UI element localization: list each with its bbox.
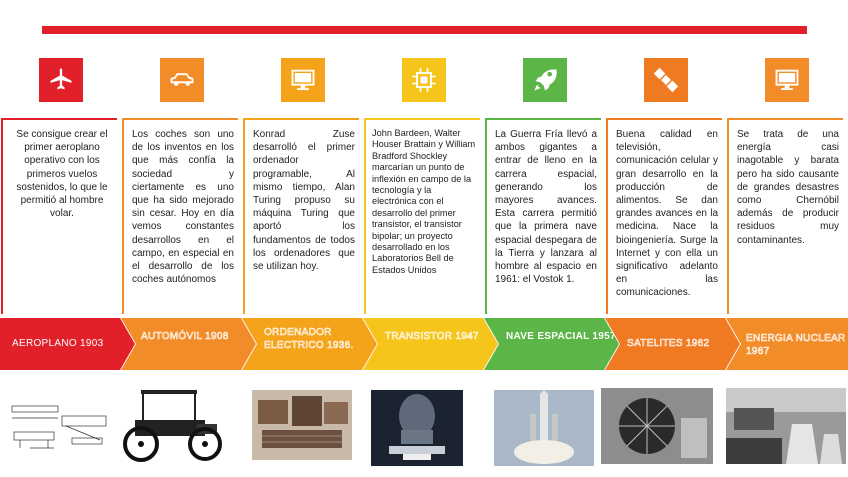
- milestone-nave-espacial: [484, 0, 616, 477]
- airplane-icon: [39, 58, 83, 102]
- description-box: [122, 118, 238, 314]
- description-text: Konrad Zuse desarrolló el primer ordenador programable, Al mismo tiempo, Alan Turing propuso su máquina Turing que aportó los fundamentos de todos los ordenadores que se utilizan hoy.: [253, 129, 355, 273]
- milestone-satelites: [605, 0, 726, 477]
- nuclear-plant-image: [726, 388, 846, 464]
- timeline-arrow: [726, 318, 848, 370]
- first-transistor-image: [371, 390, 463, 466]
- timeline-arrow: [121, 318, 256, 370]
- computer-icon: [765, 58, 809, 102]
- milestone-energia-nuclear: [726, 0, 847, 477]
- milestone-label: AUTOMÓVIL 1908: [141, 331, 229, 342]
- aeroplano-diagram-image: [10, 388, 110, 462]
- car-icon: [160, 58, 204, 102]
- timeline-arrow: [242, 318, 377, 370]
- computer-icon: [281, 58, 325, 102]
- milestone-transistor: [363, 0, 484, 477]
- description-box: [243, 118, 359, 314]
- description-box: [727, 118, 843, 314]
- early-computer-image: [252, 390, 352, 460]
- description-text: Los coches son uno de los inventos en los que más confía la sociedad y ciertamente es uno que ha sido mejorado sin cesar. Hoy en día vemos constantes desarrollos en el campo, en especial en el desarrollo de los coches autónomos: [132, 129, 234, 286]
- description-text: Se trata de una energía casi inagotable y barata pero ha sido causante de grandes desastres como Chernóbil además de producir residuos muy contaminantes.: [737, 129, 839, 246]
- milestone-label: AEROPLANO 1903: [12, 338, 104, 349]
- milestone-label: SATELITES 1962: [627, 338, 710, 349]
- description-text: Se consigue crear el primer aeroplano operativo con los primeros vuelos sostenidos, lo que le permitió al hombre volar.: [16, 129, 108, 220]
- ford-model-t-image: [111, 380, 231, 464]
- description-box: [485, 118, 601, 314]
- description-box: [364, 118, 480, 314]
- milestone-label: NAVE ESPACIAL 1957: [506, 331, 616, 342]
- timeline-arrow: [0, 318, 135, 370]
- chip-icon: [402, 58, 446, 102]
- milestone-label: ORDENADOR ELECTRICO 1936.: [264, 327, 354, 351]
- description-box: [606, 118, 722, 314]
- milestone-ordenador: [242, 0, 363, 477]
- milestone-label: ENERGIA NUCLEAR 1967: [746, 333, 846, 357]
- timeline-arrow: [484, 318, 619, 370]
- milestone-automovil: [121, 0, 242, 477]
- timeline-arrow: [605, 318, 740, 370]
- description-box: [1, 118, 117, 314]
- rocket-launch-image: [494, 390, 594, 466]
- description-text: La Guerra Fría llevó a ambos gigantes a entrar de lleno en la carrera espacial, generando los mayores avances. Esta carrera permitió que la primera nave espacial despegara de la Tierra y lanzara al hombre al espacio en 1961: el Vostok 1.: [495, 129, 597, 286]
- satellite-icon: [644, 58, 688, 102]
- description-text: John Bardeen, Walter Houser Brattain y William Bradford Shockley marcarían un punto de inflexión en campo de la tecnología y la electrónica con el desarrollo del primer transistor, el transistor bipolar; un proyecto desarrollado en los Laboratorios Bell de Estados Unidos: [372, 128, 476, 275]
- milestone-aeroplano: [0, 0, 121, 477]
- description-text: Buena calidad en televisión, comunicación celular y gran desarrollo en la producción de alimentos. Se dan grandes avances en la medicina. Nace la bioingeniería. Surge la Internet y con ella un significativo adelanto en las comunicaciones.: [616, 129, 718, 299]
- timeline-arrow: [363, 318, 498, 370]
- milestone-label: TRANSISTOR 1947: [385, 331, 479, 342]
- rocket-icon: [523, 58, 567, 102]
- telstar-satellite-image: [601, 388, 713, 464]
